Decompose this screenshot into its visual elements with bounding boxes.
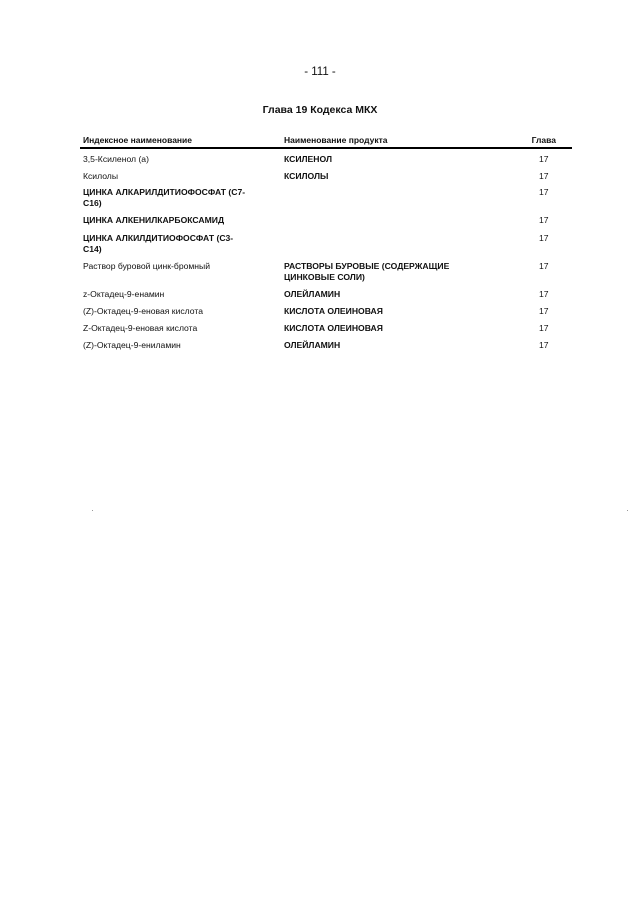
row-index-name: ЦИНКА АЛКИЛДИТИОФОСФАТ (С3-С14) bbox=[83, 233, 234, 254]
header-chapter: Глава bbox=[531, 135, 556, 145]
row-chapter: 17 bbox=[539, 340, 549, 350]
row-chapter: 17 bbox=[539, 233, 549, 243]
table-row bbox=[80, 289, 572, 306]
row-product-name: ОЛЕЙЛАМИН bbox=[284, 340, 341, 350]
row-index-name: (Z)-Октадец-9-ениламин bbox=[83, 340, 181, 350]
scan-speck bbox=[627, 510, 628, 511]
row-product-name: КИСЛОТА ОЛЕИНОВАЯ bbox=[284, 306, 383, 316]
row-chapter: 17 bbox=[539, 187, 549, 197]
table-row bbox=[80, 187, 572, 215]
table-header bbox=[80, 134, 572, 149]
row-product-name: КСИЛЕНОЛ bbox=[284, 154, 332, 164]
row-index-name: (Z)-Октадец-9-еновая кислота bbox=[83, 306, 203, 316]
table-row bbox=[80, 261, 572, 289]
table-row bbox=[80, 171, 572, 187]
table-row bbox=[80, 154, 572, 171]
table-row bbox=[80, 340, 572, 357]
row-chapter: 17 bbox=[539, 323, 549, 333]
page-number: - 111 - bbox=[304, 66, 336, 78]
table-body bbox=[80, 154, 572, 357]
row-chapter: 17 bbox=[539, 261, 549, 271]
chapter-title: Глава 19 Кодекса МКХ bbox=[262, 104, 378, 116]
row-index-name: Z-Октадец-9-еновая кислота bbox=[83, 323, 198, 333]
row-product-name: КСИЛОЛЫ bbox=[284, 171, 329, 181]
header-product-name: Наименование продукта bbox=[284, 135, 388, 145]
scan-speck bbox=[92, 510, 93, 511]
header-index-name: Индексное наименование bbox=[83, 135, 193, 145]
table-row bbox=[80, 306, 572, 323]
row-index-name: Раствор буровой цинк-бромный bbox=[83, 261, 211, 271]
row-product-name: КИСЛОТА ОЛЕИНОВАЯ bbox=[284, 323, 383, 333]
row-product-name: РАСТВОРЫ БУРОВЫЕ (СОДЕРЖАЩИЕ ЦИНКОВЫЕ СОЛИ) bbox=[284, 261, 450, 282]
index-table bbox=[80, 134, 572, 357]
table-row bbox=[80, 215, 572, 233]
row-chapter: 17 bbox=[539, 289, 549, 299]
row-index-name: 3,5-Ксиленол (а) bbox=[83, 154, 149, 164]
row-chapter: 17 bbox=[539, 171, 549, 181]
row-index-name: Ксилолы bbox=[83, 171, 118, 181]
table-row bbox=[80, 323, 572, 340]
row-chapter: 17 bbox=[539, 154, 549, 164]
row-index-name: ЦИНКА АЛКЕНИЛКАРБОКСАМИД bbox=[83, 215, 225, 225]
row-chapter: 17 bbox=[539, 306, 549, 316]
row-product-name: ОЛЕЙЛАМИН bbox=[284, 289, 341, 299]
row-chapter: 17 bbox=[539, 215, 549, 225]
row-index-name: ЦИНКА АЛКАРИЛДИТИОФОСФАТ (С7-С16) bbox=[83, 187, 246, 208]
row-index-name: z-Октадец-9-енамин bbox=[83, 289, 165, 299]
table-row bbox=[80, 233, 572, 261]
